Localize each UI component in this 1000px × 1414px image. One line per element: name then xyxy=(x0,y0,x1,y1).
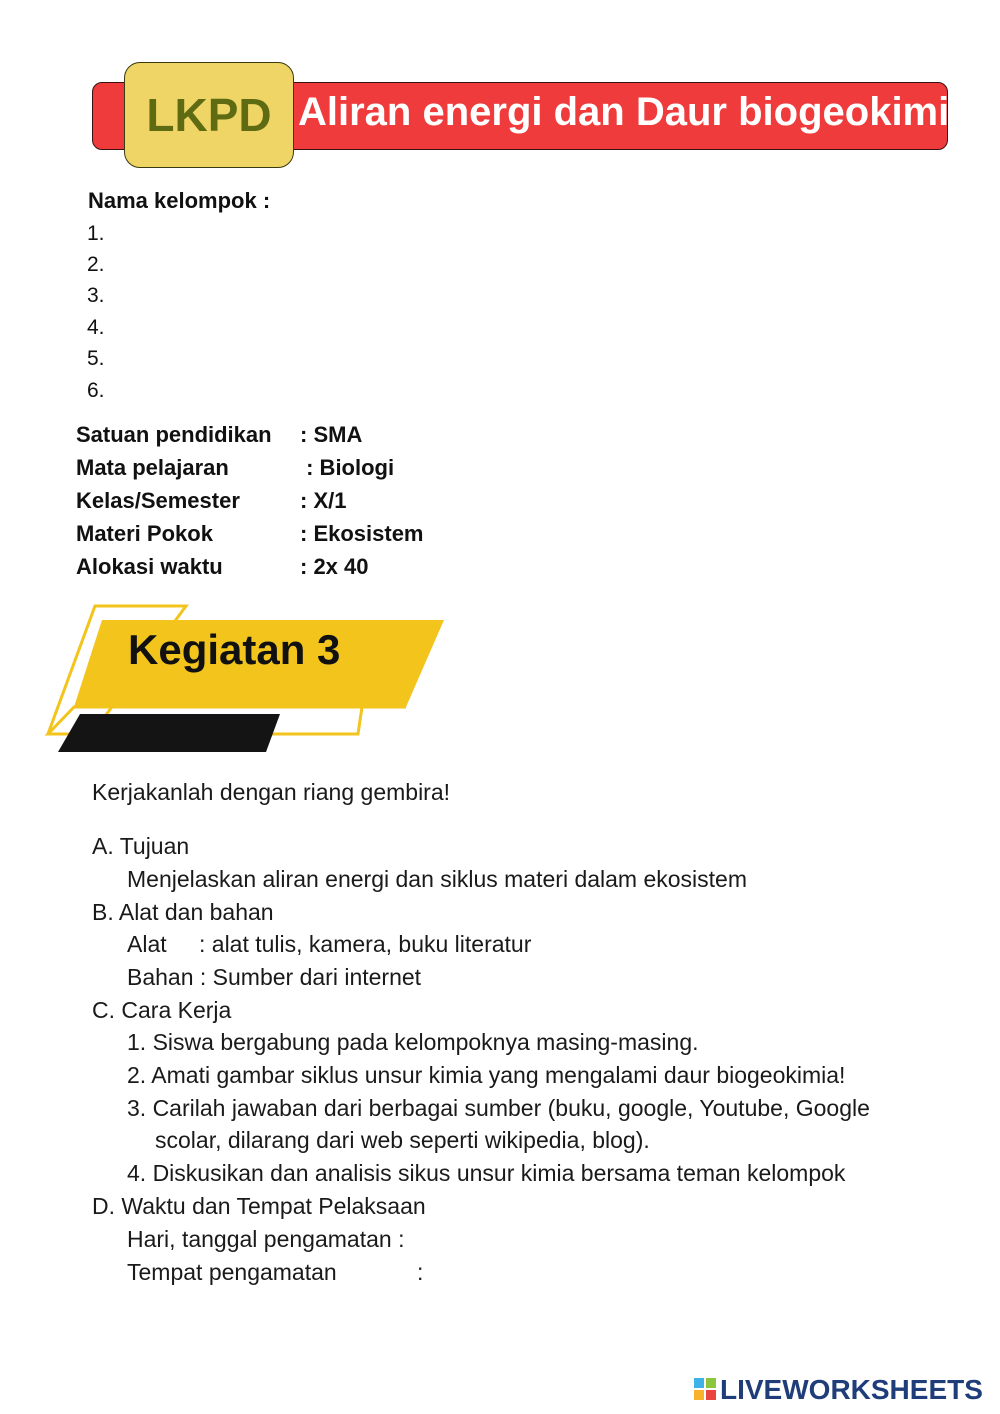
info-value: : Ekosistem xyxy=(300,521,424,546)
section-a-body: Menjelaskan aliran energi dan siklus materi dalam ekosistem xyxy=(127,866,748,892)
alat-value: : alat tulis, kamera, buku literatur xyxy=(199,931,532,957)
member-number-3: 3. xyxy=(87,284,105,307)
activity-title: Kegiatan 3 xyxy=(128,626,341,673)
member-number-4: 4. xyxy=(87,316,105,339)
place-label: Tempat pengamatan xyxy=(127,1259,337,1285)
info-value: : Biologi xyxy=(300,455,395,480)
info-value: : X/1 xyxy=(300,488,347,513)
info-value: : SMA xyxy=(300,422,363,447)
section-b-heading: B. Alat dan bahan xyxy=(92,899,274,925)
liveworksheets-logo-icon xyxy=(694,1378,718,1402)
observation-place xyxy=(127,1256,423,1288)
step-2: 2. Amati gambar siklus unsur kimia yang mengalami daur biogeokimia! xyxy=(127,1062,846,1088)
info-label: Satuan pendidikan xyxy=(76,422,272,447)
info-value: : 2x 40 xyxy=(300,554,369,579)
step-3-line-2: scolar, dilarang dari web seperti wikipedia, blog). xyxy=(155,1127,650,1153)
section-b-alat xyxy=(127,928,531,960)
place-colon: : xyxy=(417,1259,424,1285)
lkpd-badge: LKPD xyxy=(124,62,294,168)
intro-text: Kerjakanlah dengan riang gembira! xyxy=(92,779,451,805)
info-label: Kelas/Semester xyxy=(76,488,240,513)
member-number-1: 1. xyxy=(87,222,105,245)
member-number-5: 5. xyxy=(87,347,105,370)
banner-black-bar xyxy=(58,714,280,752)
section-c-heading: C. Cara Kerja xyxy=(92,997,232,1023)
liveworksheets-brand[interactable]: LIVEWORKSHEETS xyxy=(720,1374,983,1405)
section-a-heading: A. Tujuan xyxy=(92,833,190,859)
member-number-2: 2. xyxy=(87,253,105,276)
info-label: Materi Pokok xyxy=(76,521,213,546)
step-1: 1. Siswa bergabung pada kelompoknya masing-masing. xyxy=(127,1029,699,1055)
member-number-6: 6. xyxy=(87,379,105,402)
worksheet-title: Aliran energi dan Daur biogeokimia xyxy=(298,90,972,134)
info-label: Mata pelajaran xyxy=(76,455,229,480)
group-label: Nama kelompok : xyxy=(88,188,271,213)
step-3-line-1: 3. Carilah jawaban dari berbagai sumber (buku, google, Youtube, Google xyxy=(127,1095,870,1121)
section-d-heading: D. Waktu dan Tempat Pelaksaan xyxy=(92,1193,426,1219)
alat-label: Alat xyxy=(127,931,167,957)
section-b-bahan: Bahan : Sumber dari internet xyxy=(127,964,422,990)
info-label: Alokasi waktu xyxy=(76,554,223,579)
observation-date: Hari, tanggal pengamatan : xyxy=(127,1226,405,1252)
step-4: 4. Diskusikan dan analisis sikus unsur kimia bersama teman kelompok xyxy=(127,1160,846,1186)
